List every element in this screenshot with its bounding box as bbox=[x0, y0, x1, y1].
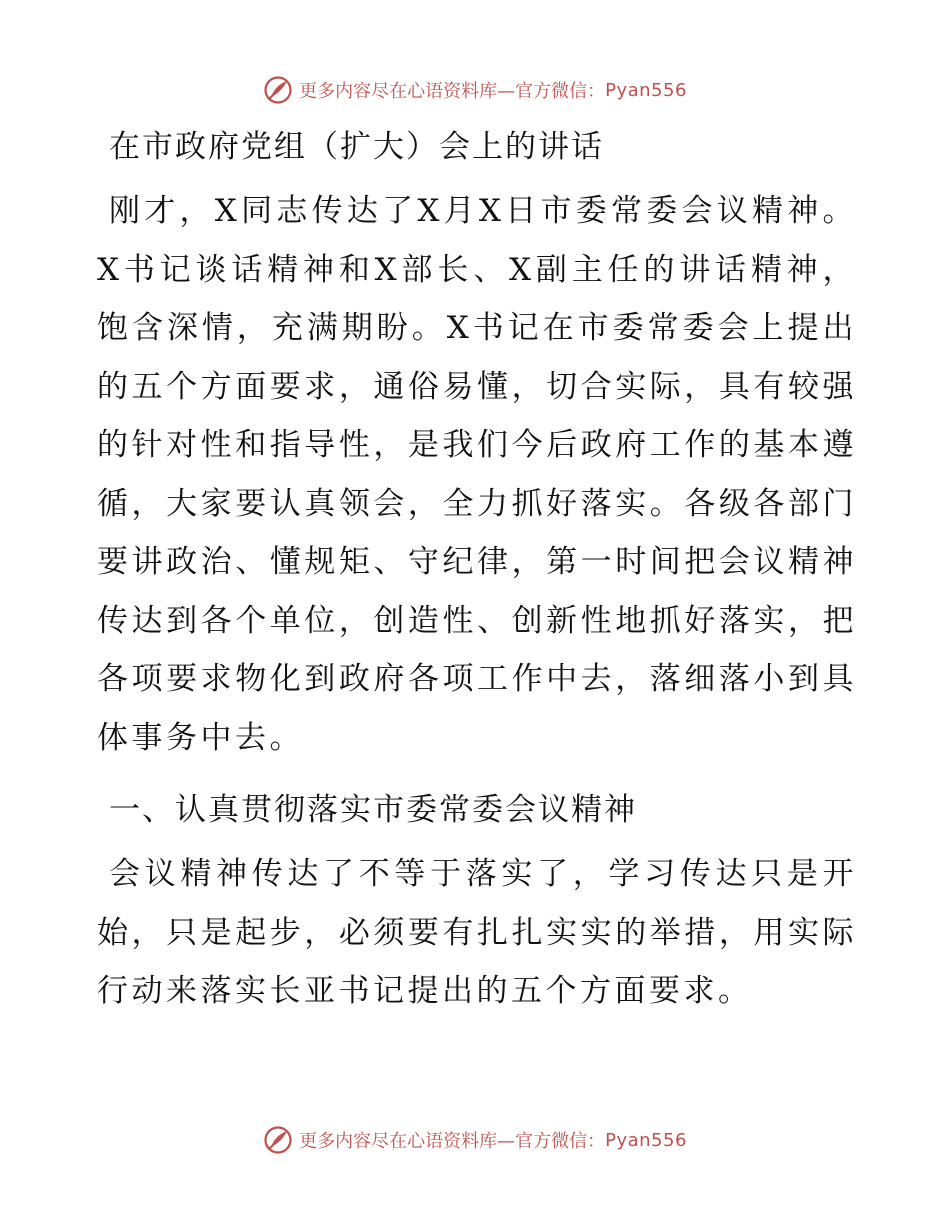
watermark-handle: Pyan556 bbox=[605, 1129, 687, 1151]
feather-pen-logo-icon bbox=[263, 1125, 293, 1155]
watermark-text: 更多内容尽在心语资料库—官方微信： bbox=[299, 81, 606, 102]
section-heading-1: 一、认真贯彻落实市委常委会议精神 bbox=[109, 792, 637, 828]
document-body bbox=[97, 118, 857, 1021]
footer-watermark bbox=[0, 1122, 950, 1158]
paragraph-opening: 刚才，X同志传达了X月X日市委常委会议精神。X书记谈话精神和X部长、X副主任的讲话精神，饱含深情，充满期盼。X书记在市委常委会上提出的五个方面要求，通俗易懂，切合实际，具有较强的针对性和指导性，是我们今后政府工作的基本遵循，大家要认真领会，全力抓好落实。各级各部门要讲政治、懂规矩、守纪律，第一时间把会议精神传达到各个单位，创造性、创新性地抓好落实，把各项要求物化到政府各项工作中去，落细落小到具体事务中去。 bbox=[97, 193, 857, 756]
header-watermark bbox=[0, 72, 950, 108]
paragraph-section-1: 会议精神传达了不等于落实了，学习传达只是开始，只是起步，必须要有扎扎实实的举措，用实际行动来落实长亚书记提出的五个方面要求。 bbox=[97, 856, 857, 1009]
document-title: 在市政府党组（扩大）会上的讲话 bbox=[109, 129, 604, 165]
watermark-text: 更多内容尽在心语资料库—官方微信： bbox=[299, 1131, 606, 1152]
feather-pen-logo-icon bbox=[263, 75, 293, 105]
watermark-handle: Pyan556 bbox=[605, 79, 687, 101]
